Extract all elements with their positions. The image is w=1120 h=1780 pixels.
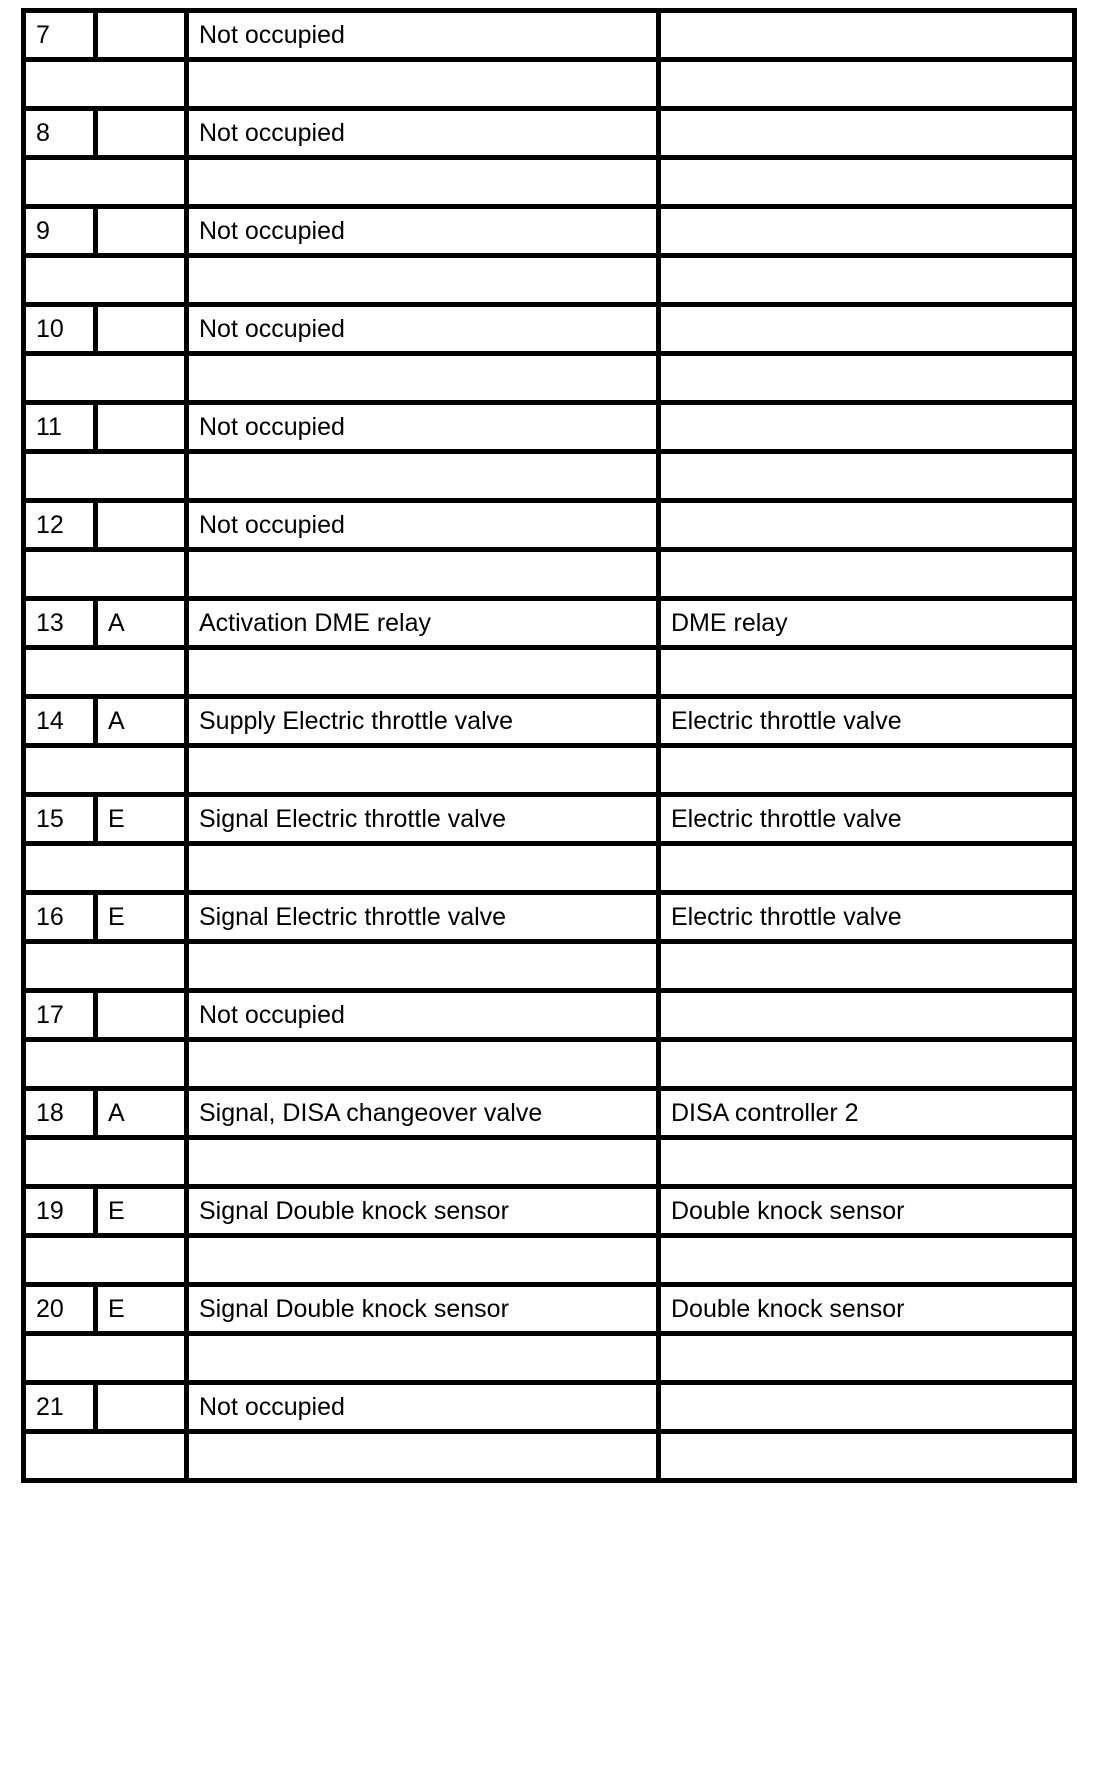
pin-number-cell: 14 [24, 697, 96, 746]
spacer-pin-cell [24, 746, 187, 795]
spacer-description-cell [187, 1236, 659, 1285]
spacer-component-cell [659, 158, 1075, 207]
component-cell: Double knock sensor [659, 1285, 1075, 1334]
signal-type-cell [96, 305, 187, 354]
spacer-pin-cell [24, 648, 187, 697]
description-cell: Activation DME relay [187, 599, 659, 648]
spacer-pin-cell [24, 354, 187, 403]
spacer-component-cell [659, 1432, 1075, 1481]
description-cell: Not occupied [187, 109, 659, 158]
pin-number-cell: 20 [24, 1285, 96, 1334]
signal-type-cell: A [96, 1089, 187, 1138]
spacer-row [24, 256, 1075, 305]
component-cell: Electric throttle valve [659, 795, 1075, 844]
spacer-pin-cell [24, 60, 187, 109]
spacer-pin-cell [24, 1236, 187, 1285]
component-cell: Electric throttle valve [659, 893, 1075, 942]
signal-type-cell: E [96, 795, 187, 844]
spacer-description-cell [187, 256, 659, 305]
spacer-row [24, 354, 1075, 403]
spacer-component-cell [659, 1334, 1075, 1383]
spacer-pin-cell [24, 1432, 187, 1481]
description-cell: Not occupied [187, 207, 659, 256]
spacer-row [24, 452, 1075, 501]
spacer-description-cell [187, 648, 659, 697]
component-cell: Double knock sensor [659, 1187, 1075, 1236]
table-row [24, 501, 1075, 550]
description-cell: Signal Double knock sensor [187, 1187, 659, 1236]
spacer-description-cell [187, 550, 659, 599]
component-cell [659, 991, 1075, 1040]
description-cell: Not occupied [187, 501, 659, 550]
spacer-row [24, 844, 1075, 893]
table-row [24, 1383, 1075, 1432]
component-cell [659, 11, 1075, 60]
spacer-pin-cell [24, 1040, 187, 1089]
spacer-component-cell [659, 844, 1075, 893]
description-cell: Not occupied [187, 1383, 659, 1432]
signal-type-cell: A [96, 599, 187, 648]
spacer-description-cell [187, 1040, 659, 1089]
pin-number-cell: 19 [24, 1187, 96, 1236]
signal-type-cell [96, 403, 187, 452]
description-cell: Signal Electric throttle valve [187, 893, 659, 942]
signal-type-cell: E [96, 893, 187, 942]
description-cell: Supply Electric throttle valve [187, 697, 659, 746]
signal-type-cell [96, 1383, 187, 1432]
description-cell: Not occupied [187, 403, 659, 452]
signal-type-cell: A [96, 697, 187, 746]
spacer-description-cell [187, 1138, 659, 1187]
spacer-row [24, 648, 1075, 697]
table-row [24, 109, 1075, 158]
component-cell [659, 305, 1075, 354]
component-cell [659, 1383, 1075, 1432]
description-cell: Not occupied [187, 991, 659, 1040]
spacer-pin-cell [24, 452, 187, 501]
spacer-description-cell [187, 158, 659, 207]
spacer-pin-cell [24, 1138, 187, 1187]
spacer-component-cell [659, 354, 1075, 403]
component-cell [659, 501, 1075, 550]
component-cell: DME relay [659, 599, 1075, 648]
component-cell [659, 109, 1075, 158]
description-cell: Signal Double knock sensor [187, 1285, 659, 1334]
signal-type-cell [96, 207, 187, 256]
description-cell: Not occupied [187, 11, 659, 60]
spacer-description-cell [187, 60, 659, 109]
component-cell [659, 207, 1075, 256]
pin-number-cell: 11 [24, 403, 96, 452]
spacer-row [24, 60, 1075, 109]
pin-number-cell: 12 [24, 501, 96, 550]
table-row [24, 11, 1075, 60]
spacer-pin-cell [24, 942, 187, 991]
pin-number-cell: 16 [24, 893, 96, 942]
spacer-component-cell [659, 60, 1075, 109]
table-row [24, 795, 1075, 844]
spacer-description-cell [187, 746, 659, 795]
spacer-row [24, 942, 1075, 991]
table-row [24, 403, 1075, 452]
table-row [24, 1285, 1075, 1334]
table-row [24, 893, 1075, 942]
spacer-component-cell [659, 1236, 1075, 1285]
description-cell: Not occupied [187, 305, 659, 354]
component-cell [659, 403, 1075, 452]
spacer-description-cell [187, 942, 659, 991]
spacer-row [24, 746, 1075, 795]
spacer-description-cell [187, 452, 659, 501]
signal-type-cell [96, 109, 187, 158]
signal-type-cell [96, 991, 187, 1040]
pin-number-cell: 10 [24, 305, 96, 354]
spacer-component-cell [659, 256, 1075, 305]
pin-number-cell: 18 [24, 1089, 96, 1138]
component-cell: DISA controller 2 [659, 1089, 1075, 1138]
signal-type-cell [96, 501, 187, 550]
signal-type-cell: E [96, 1285, 187, 1334]
spacer-pin-cell [24, 256, 187, 305]
pin-number-cell: 9 [24, 207, 96, 256]
signal-type-cell [96, 11, 187, 60]
spacer-row [24, 1432, 1075, 1481]
description-cell: Signal, DISA changeover valve [187, 1089, 659, 1138]
pin-number-cell: 8 [24, 109, 96, 158]
signal-type-cell: E [96, 1187, 187, 1236]
spacer-component-cell [659, 452, 1075, 501]
spacer-row [24, 1334, 1075, 1383]
table-row [24, 1089, 1075, 1138]
spacer-pin-cell [24, 550, 187, 599]
pin-number-cell: 17 [24, 991, 96, 1040]
table-row [24, 991, 1075, 1040]
table-row [24, 599, 1075, 648]
component-cell: Electric throttle valve [659, 697, 1075, 746]
pin-number-cell: 21 [24, 1383, 96, 1432]
pin-assignment-table [21, 8, 1077, 1483]
spacer-description-cell [187, 1334, 659, 1383]
spacer-description-cell [187, 354, 659, 403]
spacer-row [24, 1138, 1075, 1187]
spacer-description-cell [187, 1432, 659, 1481]
pin-number-cell: 13 [24, 599, 96, 648]
spacer-component-cell [659, 746, 1075, 795]
description-cell: Signal Electric throttle valve [187, 795, 659, 844]
spacer-component-cell [659, 550, 1075, 599]
table-row [24, 697, 1075, 746]
spacer-component-cell [659, 648, 1075, 697]
table-row [24, 207, 1075, 256]
spacer-pin-cell [24, 158, 187, 207]
pin-number-cell: 7 [24, 11, 96, 60]
spacer-row [24, 550, 1075, 599]
pin-table-body [24, 11, 1075, 1481]
spacer-row [24, 1040, 1075, 1089]
spacer-pin-cell [24, 1334, 187, 1383]
table-row [24, 1187, 1075, 1236]
spacer-component-cell [659, 1138, 1075, 1187]
spacer-description-cell [187, 844, 659, 893]
spacer-row [24, 1236, 1075, 1285]
spacer-component-cell [659, 1040, 1075, 1089]
spacer-row [24, 158, 1075, 207]
spacer-pin-cell [24, 844, 187, 893]
pin-number-cell: 15 [24, 795, 96, 844]
spacer-component-cell [659, 942, 1075, 991]
table-row [24, 305, 1075, 354]
